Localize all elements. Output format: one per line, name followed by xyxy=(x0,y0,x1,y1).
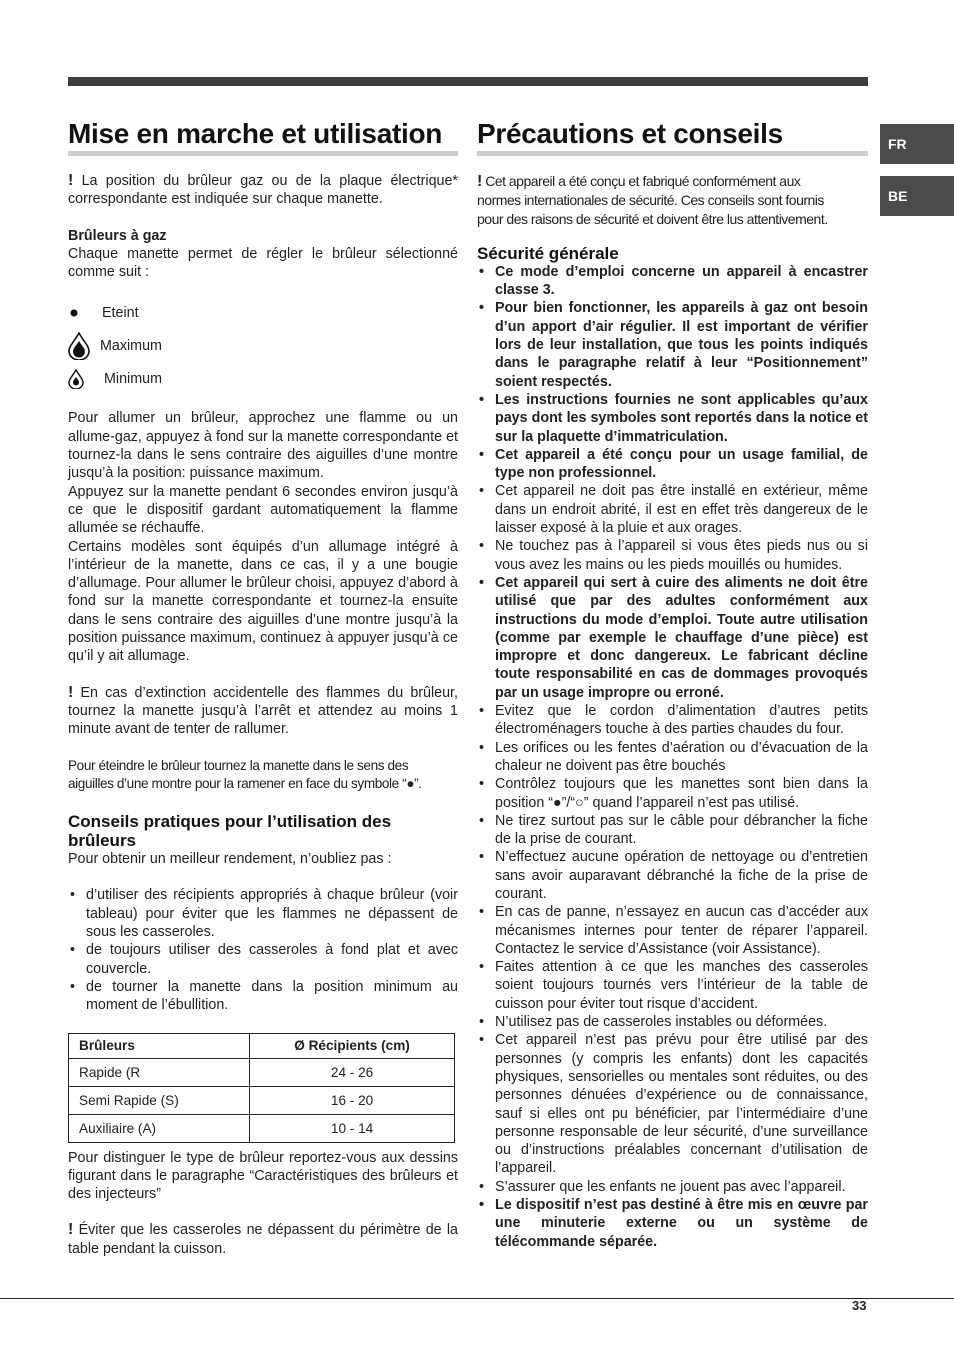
left-column xyxy=(68,117,458,1258)
list-item: • N’utilisez pas de casseroles instables ou déformées. xyxy=(477,1013,868,1031)
list-item: • Ne tirez surtout pas sur le câble pour débrancher la fiche de la prise de courant. xyxy=(477,812,868,849)
legend-off xyxy=(68,299,458,327)
ignite-paragraph: Pour allumer un brûleur, approchez une flamme ou un allume-gaz, appuyez à fond sur la manette correspondante et tournez-la dans le sens contraire des aiguilles d’une montre jusqu’à la position: puissance maximum. xyxy=(68,410,458,482)
distinguish-paragraph: Pour distinguer le type de brûleur reportez-vous aux dessins figurant dans le paragraphe “Caractéristiques des brûleurs et des injecteurs” xyxy=(68,1149,458,1203)
legend-min xyxy=(68,365,458,393)
left-title: Mise en marche et utilisation xyxy=(68,117,458,156)
list-item: • S’assurer que les enfants ne jouent pas avec l’appareil. xyxy=(477,1178,868,1196)
extinction-paragraph: ! En cas d’extinction accidentelle des flammes du brûleur, tournez la manette jusqu’à l’arrêt et attendez au moins 1 minute avant de tenter de rallumer. xyxy=(68,683,458,738)
warning-mark: ! xyxy=(477,173,482,190)
table-cell: 10 - 14 xyxy=(250,1114,455,1142)
legend-label: Eteint xyxy=(102,305,139,322)
list-item: • Les instructions fournies ne sont applicables qu’aux pays dont les symboles sont reportés dans la notice et sur la plaquette d’immatriculation. xyxy=(477,391,868,446)
conseils-intro: Pour obtenir un meilleur rendement, n’oubliez pas : xyxy=(68,851,392,868)
list-item: • Faites attention à ce que les manches des casseroles soient toujours tournés vers l’intérieur de la table de cuisson pour éviter tout risque d’accident. xyxy=(477,958,868,1013)
lang-tab-fr[interactable]: FR xyxy=(880,124,954,164)
legend-max xyxy=(68,329,458,363)
list-item: • d’utiliser des récipients appropriés à chaque brûleur (voir tableau) pour éviter que les flammes ne dépassent de sous les casseroles. xyxy=(68,886,458,941)
legend-label: Minimum xyxy=(104,371,162,388)
list-item: • Cet appareil a été conçu pour un usage familial, de type non professionnel. xyxy=(477,446,868,483)
table-cell: Auxiliaire (A) xyxy=(69,1114,250,1142)
conseils-list xyxy=(68,886,458,1014)
table-header: Brûleurs xyxy=(69,1033,250,1058)
list-item: • de toujours utiliser des casseroles à fond plat et avec couvercle. xyxy=(68,941,458,978)
table-header: Ø Récipients (cm) xyxy=(250,1033,455,1058)
intro-paragraph: ! La position du brûleur gaz ou de la plaque électrique* correspondante est indiquée sur chaque manette. xyxy=(68,172,458,208)
right-title: Précautions et conseils xyxy=(477,117,868,156)
top-rule xyxy=(68,77,868,86)
table-row xyxy=(69,1058,455,1086)
burner-table xyxy=(68,1033,455,1143)
warning-mark: ! xyxy=(68,172,74,189)
list-item: • Le dispositif n’est pas destiné à être mis en œuvre par une minuterie externe ou un système de télécommande séparée. xyxy=(477,1196,868,1251)
securite-list xyxy=(477,263,868,1251)
table-cell: 24 - 26 xyxy=(250,1058,455,1086)
legend-label: Maximum xyxy=(100,338,162,355)
list-item: • Cet appareil n’est pas prévu pour être utilisé par des personnes (y compris les enfants) dont les capacités physiques, sensorielles ou mentales sont réduites, ou des personnes dénuées d’expérience ou de connaissance, sauf si elles ont pu bénéficier, par l’intermédiaire d’une personne responsable de leur sécurité, d’une surveillance ou d’instructions préalables concernant d’utilisation de l’appareil. xyxy=(477,1031,868,1177)
list-item: • N’effectuez aucune opération de nettoyage ou d’entretien sans avoir auparavant débranché la fiche de la prise de courant. xyxy=(477,848,868,903)
off-paragraph: Pour éteindre le brûleur tournez la manette dans le sens des aiguilles d’une montre pour la ramener en face du symbole “●”. xyxy=(68,757,422,791)
page-number: 33 xyxy=(852,1298,867,1313)
bottom-rule xyxy=(0,1298,954,1299)
list-item: • de tourner la manette dans la position minimum au moment de l’ébullition. xyxy=(68,978,458,1015)
gas-heading: Brûleurs à gaz xyxy=(68,227,167,244)
warning-mark: ! xyxy=(68,683,74,701)
list-item: • Cet appareil ne doit pas être installé en extérieur, même dans un endroit abrité, il est en effet très dangereux de le laisser exposé à la pluie et aux orages. xyxy=(477,482,868,537)
securite-heading: Sécurité générale xyxy=(477,243,619,263)
warning-mark: ! xyxy=(68,1221,74,1239)
table-row xyxy=(69,1114,455,1142)
right-column xyxy=(477,117,868,1251)
large-flame-icon xyxy=(68,332,98,360)
table-cell: 16 - 20 xyxy=(250,1086,455,1114)
list-item: • Evitez que le cordon d’alimentation d’autres petits électroménagers touche à des parties chaudes du four. xyxy=(477,702,868,739)
avoid-paragraph: ! Éviter que les casseroles ne dépassent du périmètre de la table pendant la cuisson. xyxy=(68,1221,458,1257)
list-item: • En cas de panne, n’essayez en aucun cas d’accéder aux mécanismes internes pour tenter de réparer l’appareil. Contactez le service d’Assistance (voir Assistance). xyxy=(477,903,868,958)
dot-icon xyxy=(68,309,100,317)
table-cell: Rapide (R xyxy=(69,1058,250,1086)
list-item: • Contrôlez toujours que les manettes sont bien dans la position “●”/“○” quand l’appareil n’est pas utilisé. xyxy=(477,775,868,812)
integrated-ignition-paragraph: Certains modèles sont équipés d’un allumage intégré à l’intérieur de la manette, dans ce cas, il y a une bougie d’allumage. Pour allumer le brûleur choisi, appuyez d’abord à fond sur la manette correspondante et tournez-la ensuite dans le sens contraire des aiguilles d’une montre jusqu’à la position puissance maximum, continuez à appuyer jusqu’à ce qu’il y ait allumage. xyxy=(68,538,458,665)
gas-text: Chaque manette permet de régler le brûleur sélectionné comme suit : xyxy=(68,245,458,281)
table-cell: Semi Rapide (S) xyxy=(69,1086,250,1114)
list-item: • Cet appareil qui sert à cuire des aliments ne doit être utilisé que par des adultes conformément aux instructions du mode d’emploi. Toute autre utilisation (comme par exemple le chauffage d’une pièce) est impropre et donc dangereux. Le fabricant décline toute responsabilité en cas de dommages provoqués par un usage impropre ou erroné. xyxy=(477,574,868,702)
conseils-heading: Conseils pratiques pour l’utilisation des brûleurs xyxy=(68,812,392,851)
list-item: • Les orifices ou les fentes d’aération ou d’évacuation de la chaleur ne doivent pas être bouchés xyxy=(477,739,868,776)
hold-paragraph: Appuyez sur la manette pendant 6 secondes environ jusqu’à ce que le dispositif gardant automatiquement la flamme allumée se réchauffe. xyxy=(68,483,458,537)
table-header-row xyxy=(69,1033,455,1058)
table-row xyxy=(69,1086,455,1114)
small-flame-icon xyxy=(68,369,102,389)
right-intro: ! Cet appareil a été conçu et fabriqué conformément aux normes internationales de sécurité. Ces conseils sont fournis pour des raisons de sécurité et doivent être lus attentivement. xyxy=(477,173,828,227)
list-item: • Ce mode d’emploi concerne un appareil à encastrer classe 3. xyxy=(477,263,868,300)
list-item: • Pour bien fonctionner, les appareils à gaz ont besoin d’un apport d’air régulier. Il est important de vérifier lors de leur installation, que tous les points indiqués dans le paragraphe relatif à leur “Positionnement” soient respectés. xyxy=(477,299,868,390)
list-item: • Ne touchez pas à l’appareil si vous êtes pieds nus ou si vous avez les mains ou les pieds mouillés ou humides. xyxy=(477,537,868,574)
lang-tab-be[interactable]: BE xyxy=(880,176,954,216)
